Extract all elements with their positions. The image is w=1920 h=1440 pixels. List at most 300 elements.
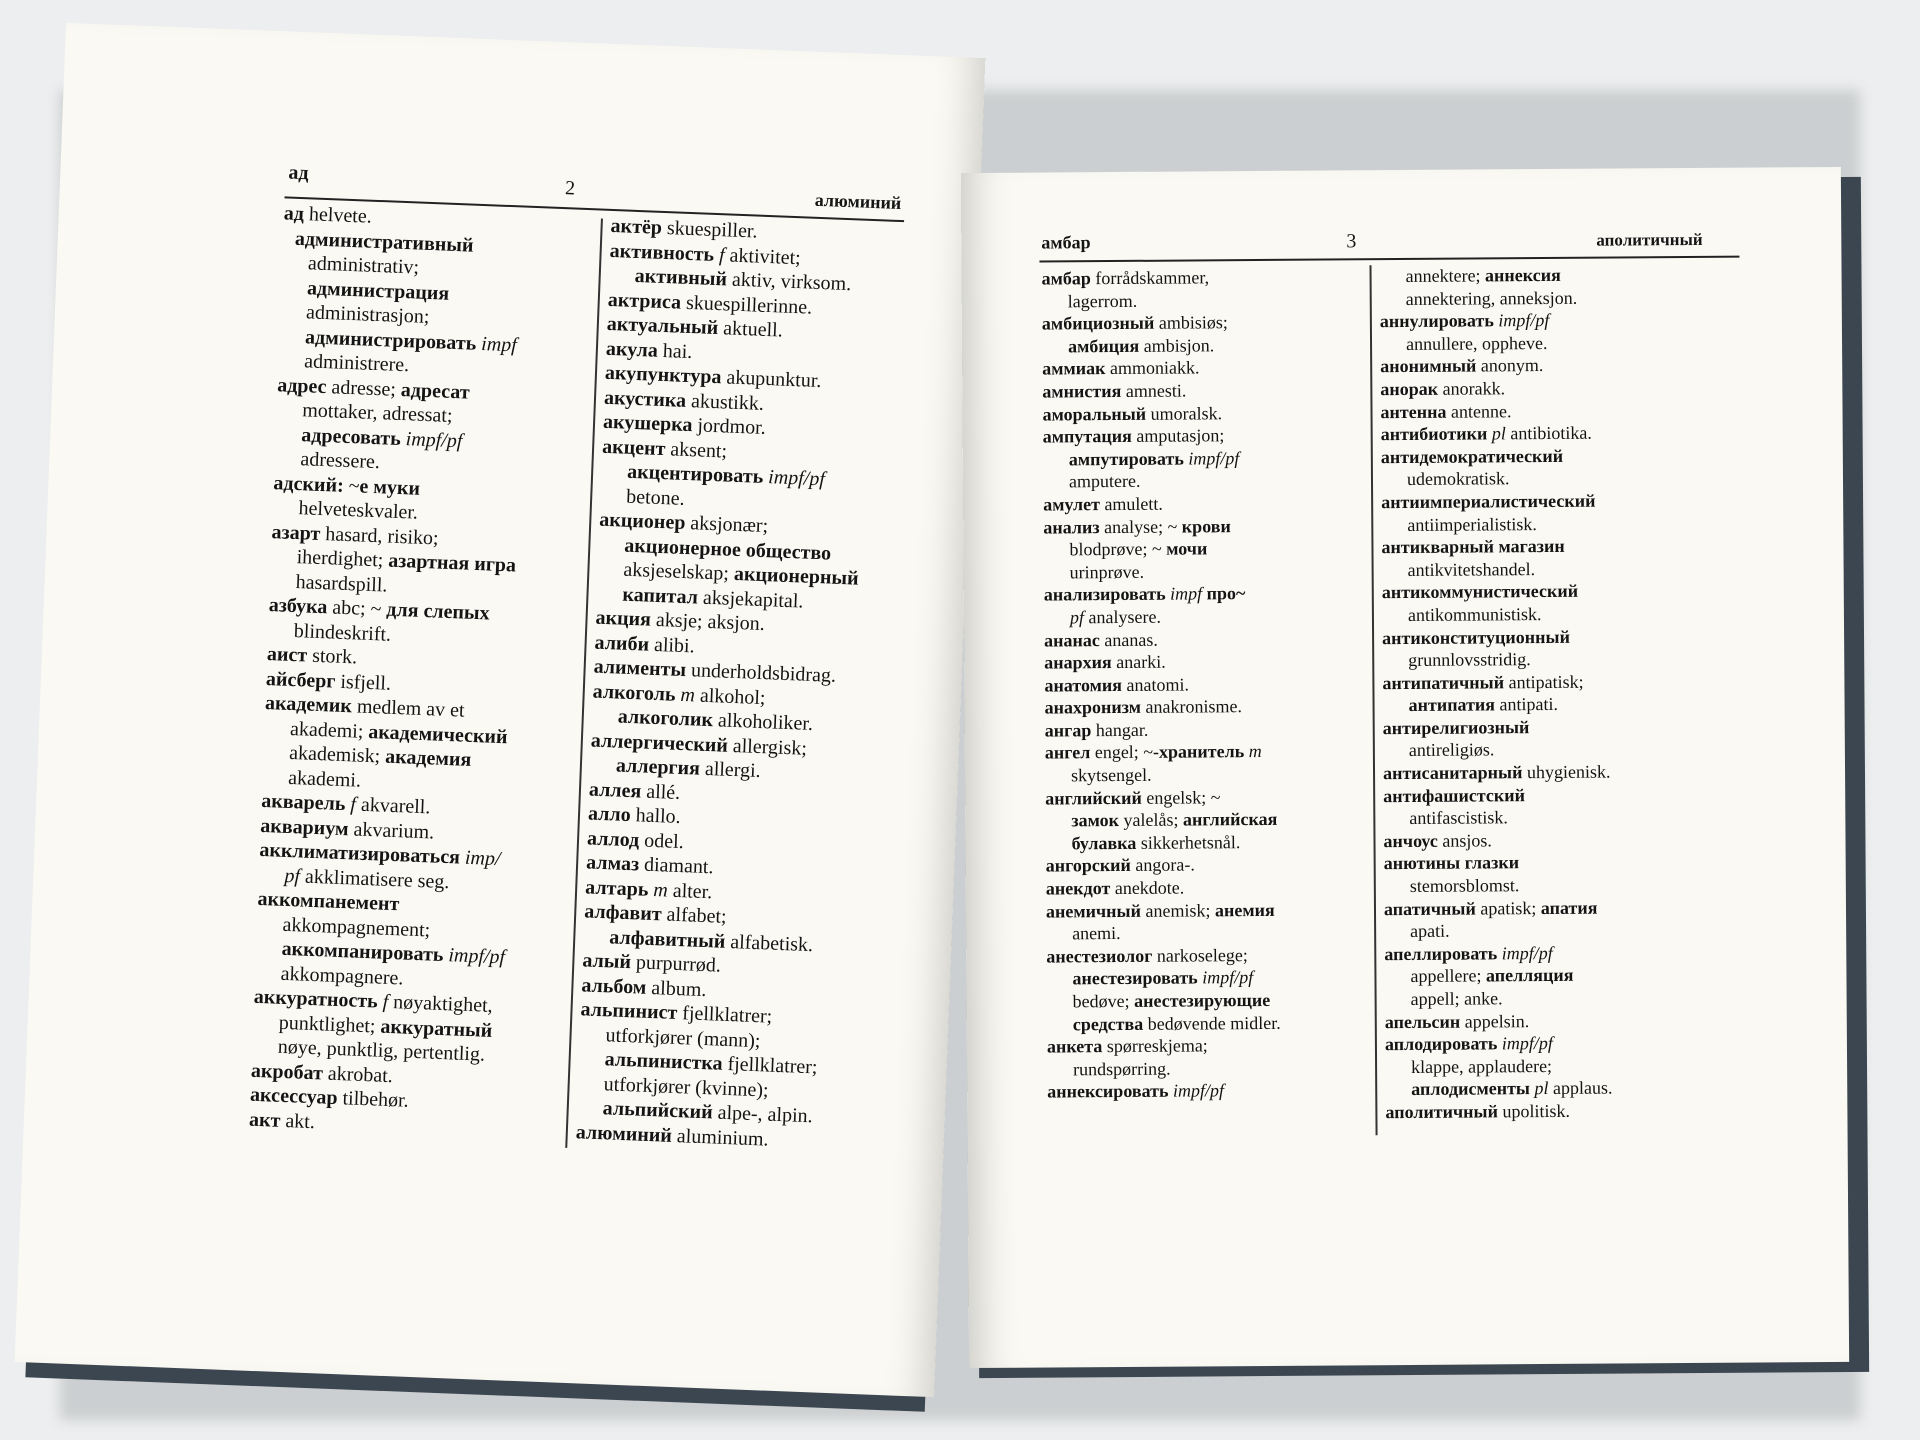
translation: iherdighet; <box>296 546 389 572</box>
dictionary-entry-line <box>1045 785 1365 810</box>
headword: амулет <box>1043 494 1100 515</box>
dictionary-entry-line <box>1042 288 1362 313</box>
translation: hasard, risiko; <box>319 522 440 550</box>
headword: акционер <box>598 508 686 534</box>
dictionary-entry-line <box>1046 853 1366 878</box>
translation: ~ <box>343 474 360 497</box>
headword: акт <box>248 1108 281 1132</box>
dictionary-entry-line <box>1383 783 1713 808</box>
right-column-2 <box>1379 263 1715 1124</box>
translation: adresse; <box>326 375 402 401</box>
dictionary-entry-line <box>1381 466 1711 491</box>
headword: ангар <box>1044 720 1092 741</box>
translation: allergi. <box>699 757 762 783</box>
translation: applaus. <box>1548 1077 1613 1099</box>
headword: аллея <box>588 777 642 802</box>
headword: акклиматизироваться <box>259 838 461 869</box>
headword: администрация <box>306 276 450 305</box>
dictionary-entry-line <box>1045 808 1365 833</box>
translation: mottaker, adressat; <box>301 399 453 427</box>
headword: апатичный <box>1383 898 1476 919</box>
headword: аксессуар <box>249 1083 339 1110</box>
translation: anemi. <box>1072 923 1121 944</box>
headword: актуальный <box>606 312 719 340</box>
headword: алтарь <box>584 875 649 901</box>
dictionary-entry-line <box>1382 670 1712 695</box>
headword: алкоголик <box>617 705 714 732</box>
dictionary-entry-line <box>1042 401 1362 426</box>
translation: akademisk; <box>288 741 386 768</box>
translation: anonym. <box>1476 355 1544 376</box>
translation: anakronisme. <box>1140 696 1242 718</box>
translation: aktivitet; <box>724 243 802 269</box>
right-header-rule <box>1039 256 1739 263</box>
translation: ambisjon. <box>1139 335 1215 356</box>
translation: ansjos. <box>1437 830 1492 851</box>
translation: alkoholiker. <box>712 709 814 736</box>
headword: ампутировать <box>1068 448 1184 470</box>
headword: амбар <box>1041 268 1091 289</box>
headword: аккуратность <box>253 985 379 1013</box>
headword: аккомпанировать <box>281 937 444 967</box>
translation: skytsengel. <box>1070 764 1152 786</box>
translation: hai. <box>657 339 693 363</box>
translation: album. <box>645 976 707 1001</box>
headword: аллергия <box>615 754 701 780</box>
left-column-2 <box>575 214 911 1156</box>
dictionary-entry-line <box>1047 988 1367 1013</box>
headword: анорак <box>1380 378 1439 400</box>
translation: antiimperialistisk. <box>1407 513 1537 535</box>
translation: akklimatisere seg. <box>299 864 450 893</box>
translation: jordmor. <box>692 414 767 439</box>
translation: akademi. <box>287 766 362 792</box>
dictionary-entry-line <box>1381 489 1711 514</box>
translation: akvarium. <box>348 817 435 844</box>
left-column-1 <box>249 201 595 1143</box>
dictionary-entry-line <box>1043 536 1363 561</box>
headword: акцент <box>601 435 666 460</box>
dictionary-entry-line <box>1384 941 1714 966</box>
dictionary-entry-line <box>1043 491 1363 516</box>
headword: ананас <box>1044 629 1100 651</box>
translation: antipatisk; <box>1503 671 1584 692</box>
translation: stemorsblomst. <box>1409 875 1520 897</box>
headword: алый <box>582 949 632 974</box>
dictionary-entry-line <box>1382 579 1712 604</box>
translation: skuespillerinne. <box>680 291 813 319</box>
headword: ад <box>283 202 305 226</box>
headword: азарт <box>271 520 321 545</box>
translation: skuespiller. <box>661 216 758 243</box>
dictionary-entry-line <box>1384 873 1714 898</box>
dictionary-entry-line <box>1385 1099 1715 1124</box>
headword: для слепых <box>385 598 491 625</box>
headword: анахронизм <box>1044 697 1142 718</box>
dictionary-entry-line <box>1383 737 1713 762</box>
headword: антикварный магазин <box>1381 536 1565 558</box>
translation: analysere. <box>1083 606 1161 628</box>
dictionary-entry-line <box>1044 559 1364 584</box>
grammar-label: impf/pf <box>762 465 826 491</box>
headword: анестезировать <box>1072 967 1198 989</box>
grammar-label: pf <box>284 864 301 887</box>
translation: akupunktur. <box>721 366 822 393</box>
dictionary-entry-line <box>1381 444 1711 469</box>
headword: аккуратный <box>380 1015 493 1042</box>
translation: forrådskammer, <box>1090 267 1210 289</box>
dictionary-entry-line <box>1047 1033 1367 1058</box>
dictionary-entry-line <box>1043 423 1363 448</box>
translation: engelsk; ~ <box>1141 786 1221 808</box>
dictionary-entry-line <box>1379 263 1709 288</box>
translation: alpe-, alpin. <box>712 1101 814 1128</box>
translation: betone. <box>625 485 685 510</box>
dictionary-entry-line <box>1047 1079 1367 1104</box>
translation: aksje; aksjon. <box>650 608 766 636</box>
dictionary-entry-line <box>1382 647 1712 672</box>
headword: администрировать <box>304 325 477 355</box>
translation: aksjeselskap; <box>623 558 735 585</box>
headword: академия <box>384 745 472 771</box>
translation: sikkerhetsnål. <box>1136 831 1241 853</box>
translation: blodprøve; ~ <box>1069 538 1167 560</box>
headword: алименты <box>593 655 687 682</box>
translation: anemisk; <box>1140 899 1216 921</box>
dictionary-entry-line <box>1380 353 1710 378</box>
translation: alibi. <box>648 633 696 657</box>
translation: lagerrom. <box>1067 290 1138 311</box>
headword: анемичный <box>1045 900 1142 922</box>
translation: anatomi. <box>1121 674 1190 695</box>
translation: anekdote. <box>1110 877 1185 899</box>
translation: abc; ~ <box>326 596 387 621</box>
translation: antikommunistisk. <box>1407 603 1542 625</box>
grammar-label: m <box>675 683 696 706</box>
translation: aktuell. <box>717 317 784 342</box>
headword: антипатичный <box>1382 671 1505 693</box>
translation: administrativ; <box>307 252 420 279</box>
translation: tilbehør. <box>337 1087 410 1112</box>
headword: анонимный <box>1380 355 1477 377</box>
grammar-label: f <box>344 793 357 816</box>
translation: alfabet; <box>661 903 728 928</box>
dictionary-entry-line <box>1046 920 1366 945</box>
translation: allergisk; <box>727 734 808 760</box>
right-column-divider <box>1369 265 1377 1135</box>
dictionary-entry-line <box>1384 918 1714 943</box>
dictionary-entry-line <box>1384 850 1714 875</box>
translation: antipati. <box>1494 694 1559 715</box>
dictionary-entry-line <box>1384 895 1714 920</box>
translation: umoralsk. <box>1146 402 1223 424</box>
grammar-label: impf/pf <box>1168 1080 1225 1102</box>
translation: purpurrød. <box>630 951 722 977</box>
grammar-label: f <box>713 243 726 266</box>
translation: annektere; <box>1405 265 1486 286</box>
headword: альпинистка <box>604 1048 724 1075</box>
headword: капитал <box>622 583 699 609</box>
translation: amputasjon; <box>1131 425 1225 447</box>
headword: адрес <box>276 373 327 398</box>
translation: fjellklatrer; <box>722 1052 818 1079</box>
translation: akkompagnement; <box>282 913 431 941</box>
dictionary-entry-line <box>1382 602 1712 627</box>
headword: алмаз <box>585 851 640 876</box>
headword: анестезиолог <box>1046 945 1153 967</box>
translation: anorakk. <box>1438 378 1506 399</box>
headword: ангел <box>1044 742 1091 763</box>
translation: aluminium. <box>671 1124 769 1151</box>
headword: альпинист <box>580 998 678 1025</box>
translation: administrere. <box>303 350 410 377</box>
translation: diamant. <box>638 853 714 879</box>
translation: apatisk; <box>1475 897 1541 919</box>
translation: appell; anke. <box>1410 988 1503 1009</box>
grammar-label: m <box>647 878 669 902</box>
dictionary-entry-line <box>1046 943 1366 968</box>
headword: алиби <box>594 631 650 656</box>
headword: антипатия <box>1408 694 1496 716</box>
translation: adressere. <box>300 448 381 474</box>
headword: апатия <box>1540 897 1598 918</box>
headword: алкоголь <box>592 680 676 706</box>
translation: klappe, applaudere; <box>1411 1055 1553 1077</box>
headword: анализировать <box>1043 583 1166 605</box>
translation: alfabetisk. <box>724 930 814 956</box>
headword: академический <box>367 720 508 748</box>
dictionary-entry-line <box>1043 469 1363 494</box>
headword: ампутация <box>1042 426 1132 447</box>
headword: айсберг <box>265 667 336 693</box>
grammar-label: pf <box>1069 607 1085 628</box>
headword: антисанитарный <box>1382 762 1523 784</box>
dictionary-entry-line <box>1044 627 1364 652</box>
headword: аморальный <box>1042 403 1147 425</box>
translation: amputere. <box>1068 471 1141 492</box>
headword: алфавитный <box>608 925 726 953</box>
headword: анчоус <box>1383 830 1438 851</box>
headword: аплодисменты <box>1411 1078 1531 1100</box>
headword: акустика <box>603 386 687 412</box>
headword: академик <box>264 691 353 718</box>
translation: antikvitetshandel. <box>1407 558 1536 580</box>
translation: appellere; <box>1410 965 1486 987</box>
grammar-label: f <box>377 990 389 1013</box>
translation: stork. <box>306 644 358 669</box>
translation: aktiv, virksom. <box>726 268 852 296</box>
headword: административный <box>294 227 474 257</box>
headword: акционерный <box>733 562 860 590</box>
dictionary-entry-line <box>1382 692 1712 717</box>
translation: angora-. <box>1130 854 1195 876</box>
headword: анестезирующие <box>1134 989 1271 1011</box>
headword: акробат <box>250 1059 324 1084</box>
grammar-label: impf/pf <box>443 944 506 969</box>
headword: апельсин <box>1384 1011 1461 1032</box>
headword: аквариум <box>259 814 350 840</box>
grammar-label: impf/pf <box>1497 1033 1553 1054</box>
headword: аммиак <box>1042 358 1106 379</box>
left-page <box>15 23 986 1397</box>
headword: алло <box>587 802 632 827</box>
translation: narkoselege; <box>1152 944 1248 966</box>
headword: антикоммунистический <box>1381 581 1579 603</box>
translation: yalelås; <box>1118 809 1184 831</box>
headword: актёр <box>610 214 663 239</box>
headword: антиимпериалистический <box>1381 490 1596 513</box>
dictionary-entry-line <box>1383 715 1713 740</box>
dictionary-entry-line <box>1046 898 1366 923</box>
translation: ammoniakk. <box>1105 357 1200 379</box>
dictionary-entry-line <box>1385 1031 1715 1056</box>
headword: антибиотики <box>1380 423 1488 445</box>
translation: akademi; <box>289 717 369 743</box>
dictionary-entry-line <box>1045 762 1365 787</box>
headword: аист <box>266 643 308 667</box>
dictionary-entry-line <box>1385 1054 1715 1079</box>
translation: anarki. <box>1111 651 1166 673</box>
translation: hangar. <box>1091 719 1149 741</box>
headword: английская <box>1182 809 1278 830</box>
headword: мочи <box>1166 538 1208 559</box>
headword: акула <box>605 337 659 362</box>
translation: akkompagnere. <box>280 962 404 989</box>
dictionary-entry-line <box>1380 331 1710 356</box>
headword: аннулировать <box>1379 310 1494 332</box>
translation: antenne. <box>1446 400 1512 422</box>
dictionary-entry-line <box>1381 511 1711 536</box>
translation: antibiotika. <box>1505 422 1592 444</box>
translation: spørreskjema; <box>1102 1035 1208 1057</box>
headword: альпийский <box>602 1097 714 1124</box>
translation: underholdsbidrag. <box>685 659 837 687</box>
dictionary-entry-line <box>1044 695 1364 720</box>
dictionary-entry-line <box>1047 1056 1367 1081</box>
headword: амбициозный <box>1041 312 1155 334</box>
dictionary-entry-line <box>1382 624 1712 649</box>
headword: про~ <box>1206 583 1246 604</box>
translation: amnesti. <box>1121 380 1187 401</box>
translation: isfjell. <box>335 670 392 695</box>
dictionary-entry-line <box>1042 378 1362 403</box>
headword: антенна <box>1380 401 1447 422</box>
dictionary-entry-line <box>1045 740 1365 765</box>
grammar-label: impf/pf <box>1197 967 1254 988</box>
dictionary-entry-line <box>1383 805 1713 830</box>
translation: uhygienisk. <box>1522 761 1611 783</box>
dictionary-entry-line <box>1043 446 1363 471</box>
translation: annektering, anneksjon. <box>1405 287 1578 309</box>
dictionary-entry-line <box>1042 356 1362 381</box>
headword: амнистия <box>1042 380 1122 402</box>
grammar-label: impf/pf <box>1183 447 1240 469</box>
headword: средства <box>1072 1013 1144 1034</box>
headword: английский <box>1045 787 1142 809</box>
dictionary-entry-line <box>1042 265 1362 290</box>
translation: fjellklatrer; <box>676 1002 773 1028</box>
dictionary-entry-line <box>1381 534 1711 559</box>
headword: антиконституционный <box>1382 626 1570 648</box>
grammar-label: imp/ <box>459 846 501 871</box>
headword: адский: <box>273 471 345 497</box>
dictionary-entry-line <box>1385 986 1715 1011</box>
headword: аллергический <box>590 729 729 757</box>
headword: антирелигиозный <box>1382 717 1530 739</box>
translation: grunnlovsstridig. <box>1408 649 1531 671</box>
headword: е муки <box>359 474 421 500</box>
translation: helveteskvaler. <box>298 497 419 524</box>
dictionary-entry-line <box>1384 963 1714 988</box>
translation: antireligiøs. <box>1408 739 1495 761</box>
dictionary-entry-line <box>1385 1076 1715 1101</box>
dictionary-entry-line <box>1380 398 1710 423</box>
translation: hasardspill. <box>295 570 388 597</box>
grammar-label: impf/pf <box>1493 310 1550 331</box>
dictionary-entry-line <box>1044 649 1364 674</box>
headword: адресовать <box>301 423 402 450</box>
dictionary-entry-line <box>1382 557 1712 582</box>
grammar-label: impf/pf <box>1497 942 1553 964</box>
translation: punktlighet; <box>278 1011 381 1038</box>
translation: helvete. <box>303 203 373 228</box>
headword: аполитичный <box>1385 1101 1499 1123</box>
headword: крови <box>1181 515 1231 537</box>
grammar-label: impf <box>475 332 518 356</box>
headword: замок <box>1071 810 1120 831</box>
headword: аннексировать <box>1047 1081 1169 1102</box>
translation: aksjekapital. <box>697 586 804 613</box>
headword: аллод <box>586 826 640 851</box>
right-page <box>961 167 1849 1368</box>
headword: антифашистский <box>1383 784 1526 806</box>
headword: аккомпанемент <box>257 887 400 916</box>
right-header-guide-word: амбар <box>1041 232 1091 253</box>
headword: акварель <box>260 789 346 816</box>
headword: актриса <box>607 288 682 314</box>
translation: amulett. <box>1099 493 1163 515</box>
right-page-number: 3 <box>1346 230 1357 253</box>
headword: альбом <box>581 973 647 999</box>
translation: appelsin. <box>1460 1010 1530 1032</box>
headword: апелляция <box>1485 965 1574 986</box>
dictionary-entry-line <box>1042 333 1362 358</box>
dictionary-entry-line <box>1046 875 1366 900</box>
headword: активность <box>609 239 715 266</box>
translation: rundspørring. <box>1073 1058 1171 1080</box>
dictionary-entry-line <box>1380 285 1710 310</box>
dictionary-entry-line <box>1383 828 1713 853</box>
headword: аплодировать <box>1384 1033 1498 1055</box>
dictionary-entry-line <box>1045 830 1365 855</box>
headword: алюминий <box>575 1120 673 1147</box>
translation: engel; ~ <box>1090 742 1154 763</box>
grammar-label: impf/pf <box>400 427 463 452</box>
translation: antifascistisk. <box>1409 807 1508 829</box>
left-header-guide-word-end: алюминий <box>814 189 902 214</box>
translation: aksent; <box>665 437 728 463</box>
translation: hallo. <box>630 804 682 829</box>
translation: bedøvende midler. <box>1143 1012 1281 1034</box>
headword: булавка <box>1071 832 1137 854</box>
dictionary-entry-line <box>1381 421 1711 446</box>
headword: акционерное общество <box>623 534 832 565</box>
headword: анемия <box>1214 899 1275 920</box>
translation: blindeskrift. <box>293 619 392 646</box>
grammar-label: pl <box>1529 1078 1549 1099</box>
headword: анкета <box>1046 1036 1103 1057</box>
headword: апеллировать <box>1384 943 1498 964</box>
